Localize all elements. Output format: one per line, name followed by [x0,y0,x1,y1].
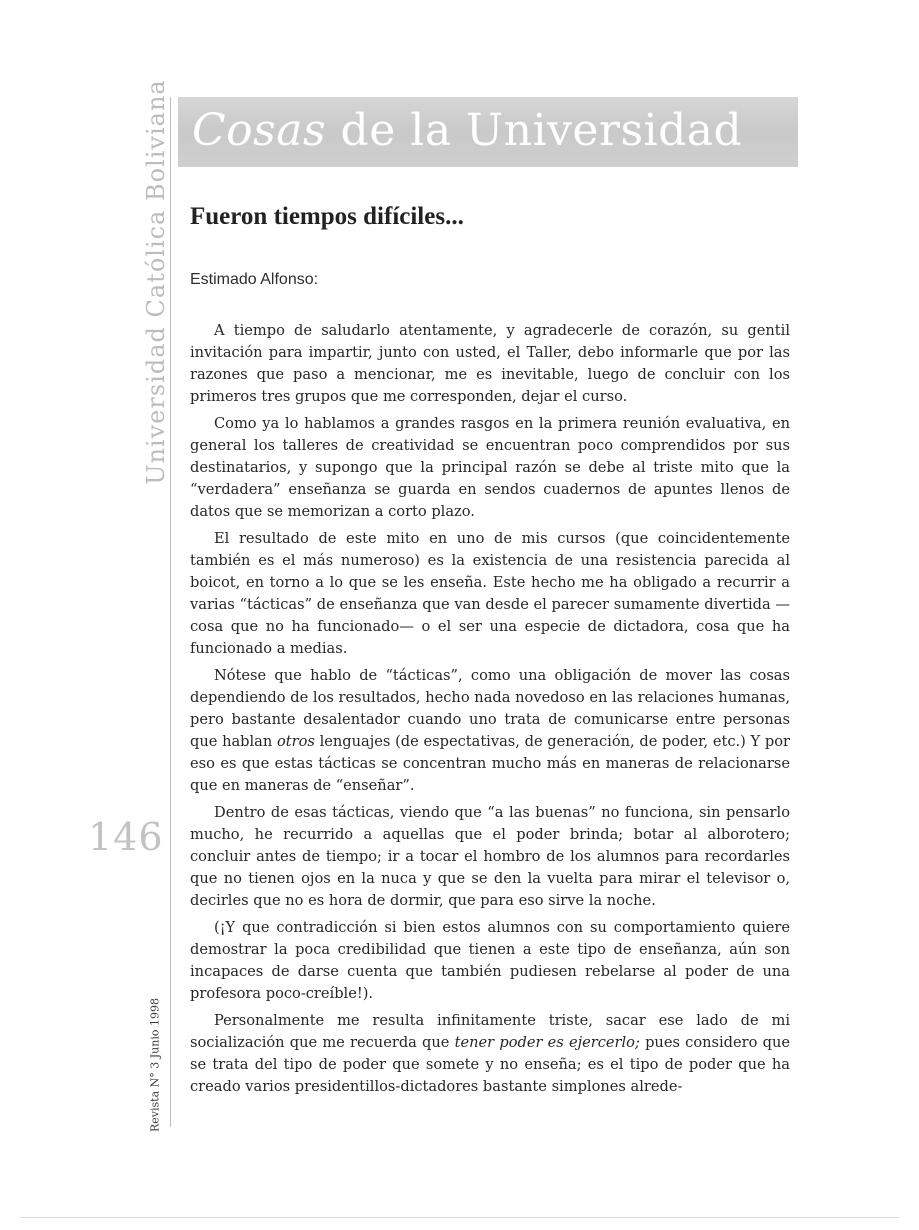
letter-salutation: Estimado Alfonso: [190,271,319,288]
side-divider-rule [170,97,171,1127]
paragraph-7-emphasis: tener poder es ejercerlo; [454,1034,640,1051]
paragraph-4-part-b: lenguajes (de espectativas, de generación, de poder, etc.) Y por eso es que estas tácticas se concentran mucho más en maneras de relacionarse que en maneras de “enseñar”. [190,733,790,794]
paragraph-7-part-a: Personalmente me resulta infinitamente triste, sacar ese lado de mi socialización que me recuerda que [190,1012,790,1051]
paragraph-4 [190,665,790,797]
journal-title-vertical: Universidad Católica Boliviana [142,79,170,485]
page-bottom-edge [20,1217,899,1218]
paragraph-4-emphasis: otros [277,733,315,750]
article-title: Fueron tiempos difíciles... [190,203,464,230]
paragraph-7-part-b: pues considero que se trata del tipo de poder que somete y no enseña; es el tipo de poder que ha creado varios presidentillos-dictadores bastante simplones alrede- [190,1034,790,1095]
paragraph-6: (¡Y que contradicción si bien estos alumnos con su comportamiento quiere demostrar la poca credibilidad que tienen a este tipo de enseñanza, aún son incapaces de darse cuenta que también pudiesen rebelarse al poder de una profesora poco-creíble!). [190,919,790,1002]
page-number: 146 [88,815,164,859]
paragraph-3: El resultado de este mito en uno de mis cursos (que coincidentemente también es el más numeroso) es la existencia de una resistencia parecida al boicot, en torno a lo que se les enseña. Este hecho me ha obligado a recurrir a varias “tácticas” de enseñanza que van desde el parecer sumamente divertida —cosa que no ha funcionado— o el ser una especie de dictadora, cosa que ha funcionado a medias. [190,530,790,657]
paragraph-5: Dentro de esas tácticas, viendo que “a las buenas” no funciona, sin pensarlo mucho, he recurrido a aquellas que el poder brinda; botar al alborotero; concluir antes de tiempo; ir a tocar el hombro de los alumnos para recordarles que no tienen ojos en la nuca y que se den la vuelta para mirar el televisor o, decirles que no es hora de dormir, que para eso sirve la noche. [190,804,790,909]
paragraph-7 [190,1010,790,1098]
article-body [190,320,790,1103]
paragraph-1: A tiempo de saludarlo atentamente, y agradecerle de corazón, su gentil invitación para impartir, junto con usted, el Taller, debo informarle que por las razones que paso a mencionar, me es inevitable, luego de concluir con los primeros tres grupos que me corresponden, dejar el curso. [190,322,790,405]
issue-label-vertical: Revista N° 3 Junio 1998 [148,998,162,1132]
banner-word-rest: de la Universidad [326,105,743,156]
paragraph-4-part-a: Nótese que hablo de “tácticas”, como una obligación de mover las cosas dependiendo de los resultados, hecho nada novedoso en las relaciones humanas, pero bastante desalentador cuando uno trata de comunicarse entre personas que hablan [190,667,790,750]
banner-word-cosas: Cosas [192,105,327,156]
section-banner-title [192,105,742,156]
paragraph-2: Como ya lo hablamos a grandes rasgos en la primera reunión evaluativa, en general los talleres de creatividad se encuentran poco comprendidos por sus destinatarios, y supongo que la principal razón se debe al triste mito que la “verdadera” enseñanza se guarda en sendos cuadernos de apuntes llenos de datos que se memorizan a corto plazo. [190,415,790,520]
section-banner [178,97,798,167]
